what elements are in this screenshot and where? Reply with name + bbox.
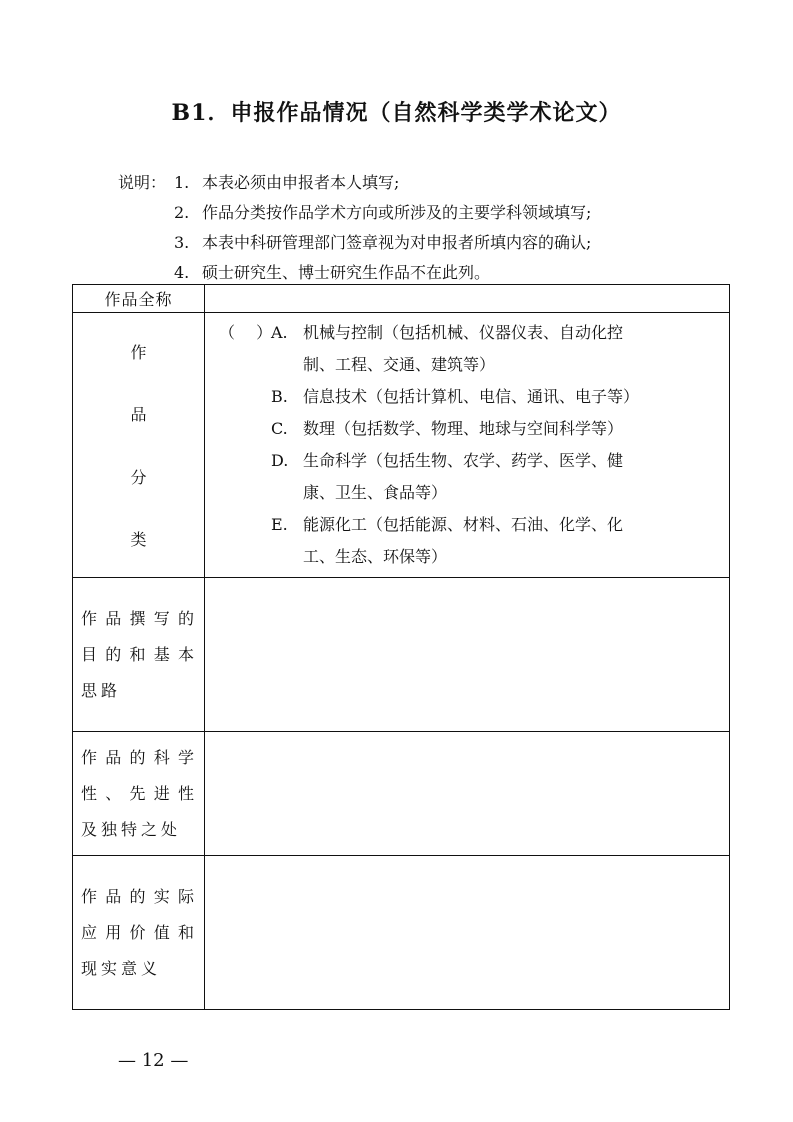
category-option-a[interactable] — [219, 317, 721, 381]
category-option-b[interactable] — [219, 381, 721, 413]
purpose-row — [73, 578, 730, 732]
category-label — [73, 340, 204, 550]
page-number: — 12 — — [118, 1050, 189, 1071]
purpose-label-cell — [73, 578, 205, 732]
application-value-row — [73, 856, 730, 1010]
category-label-char: 类 — [130, 529, 147, 549]
category-text: 能源化工（包括能源、材料、石油、化学、化 — [303, 515, 624, 534]
work-name-row — [73, 285, 730, 313]
instruction-item — [118, 228, 591, 258]
science-label: 作品的科学性、先进性及独特之处 — [81, 747, 198, 839]
science-field[interactable] — [205, 732, 730, 856]
instructions-lead: 说明： — [118, 173, 167, 192]
application-form-table — [72, 284, 730, 1010]
purpose-field[interactable] — [205, 578, 730, 732]
instruction-number: 3. — [174, 233, 190, 252]
application-value-field[interactable] — [205, 856, 730, 1010]
science-row — [73, 732, 730, 856]
instruction-item — [118, 198, 591, 228]
category-row — [73, 313, 730, 578]
category-option-c[interactable] — [219, 413, 721, 445]
instruction-text: 本表必须由申报者本人填写; — [202, 173, 400, 192]
category-choice-blank[interactable]: （ ） — [219, 323, 273, 342]
instruction-text: 硕士研究生、博士研究生作品不在此列。 — [202, 263, 491, 282]
category-letter: A. — [271, 323, 288, 342]
category-text: 生命科学（包括生物、农学、药学、医学、健 — [303, 451, 624, 470]
application-value-label-cell — [73, 856, 205, 1010]
purpose-label: 作品撰写的目的和基本思路 — [81, 608, 198, 700]
work-name-field[interactable] — [205, 285, 730, 313]
application-value-label: 作品的实际应用价值和现实意义 — [81, 886, 198, 978]
work-name-label: 作品全称 — [104, 290, 173, 309]
category-letter: D. — [271, 451, 289, 470]
category-letter: C. — [271, 419, 288, 438]
category-text: 信息技术（包括计算机、电信、通讯、电子等） — [303, 387, 640, 406]
category-label-char: 品 — [130, 405, 147, 425]
instruction-number: 1. — [174, 173, 190, 192]
category-label-cell — [73, 313, 205, 578]
instruction-number: 2. — [174, 203, 190, 222]
category-text: 数理（包括数学、物理、地球与空间科学等） — [303, 419, 624, 438]
category-letter: B. — [271, 387, 288, 406]
category-options-cell[interactable] — [205, 313, 730, 578]
instruction-text: 作品分类按作品学术方向或所涉及的主要学科领域填写; — [202, 203, 592, 222]
category-letter: E. — [271, 515, 288, 534]
work-name-label-cell — [73, 285, 205, 313]
science-label-cell — [73, 732, 205, 856]
category-label-char: 分 — [130, 467, 147, 487]
instruction-number: 4. — [174, 263, 190, 282]
form-title: B1．申报作品情况（自然科学类学术论文） — [171, 100, 622, 126]
instructions — [118, 168, 591, 288]
category-option-d[interactable] — [219, 445, 721, 509]
category-label-char: 作 — [130, 343, 147, 362]
instruction-text: 本表中科研管理部门签章视为对申报者所填内容的确认; — [202, 233, 592, 252]
category-option-e[interactable] — [219, 509, 721, 573]
category-text: 机械与控制（包括机械、仪器仪表、自动化控 — [303, 323, 624, 342]
category-text: 康、卫生、食品等） — [303, 483, 448, 502]
category-options — [205, 313, 729, 577]
category-text: 工、生态、环保等） — [303, 547, 448, 566]
instruction-item — [118, 168, 591, 198]
category-text: 制、工程、交通、建筑等） — [303, 355, 496, 374]
